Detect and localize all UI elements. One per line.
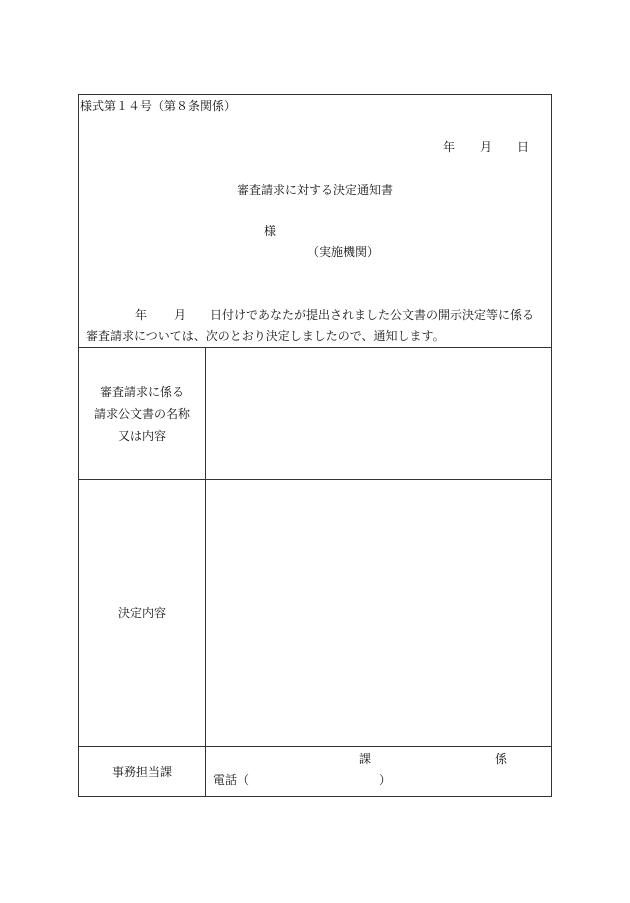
document-title: 審査請求に対する決定通知書	[237, 183, 394, 197]
body-month: 月	[174, 308, 187, 322]
date-day: 日	[517, 140, 530, 154]
request-document-label-line-1: 審査請求に係る	[99, 384, 184, 399]
decision-notice-form	[78, 94, 552, 797]
date-month: 月	[480, 140, 493, 154]
date-year: 年	[443, 140, 456, 154]
department-label	[79, 747, 205, 796]
body-line-1: 日付けであなたが提出されました公文書の開示決定等に係る	[210, 308, 535, 322]
decision-content-label-text: 決定内容	[117, 606, 166, 620]
request-document-label	[79, 348, 205, 479]
department-label-text: 事務担当課	[111, 764, 172, 779]
body-line-2: 審査請求については、次のとおり決定しましたので、通知します。	[86, 329, 445, 343]
body-year: 年	[135, 308, 148, 322]
form-number: 様式第１４号（第８条関係）	[80, 99, 237, 113]
phone-label: 電話（	[213, 773, 250, 787]
phone-close: ）	[379, 773, 392, 787]
agency-label: （実施機関）	[307, 245, 380, 259]
decision-content-label	[79, 480, 205, 746]
department-kakari: 係	[495, 752, 508, 766]
request-document-label-line-2: 請求公文書の名称	[93, 406, 190, 421]
column-divider	[205, 347, 206, 796]
department-ka: 課	[359, 752, 372, 766]
request-document-label-line-3: 又は内容	[117, 428, 166, 443]
recipient-suffix: 様	[264, 224, 277, 238]
